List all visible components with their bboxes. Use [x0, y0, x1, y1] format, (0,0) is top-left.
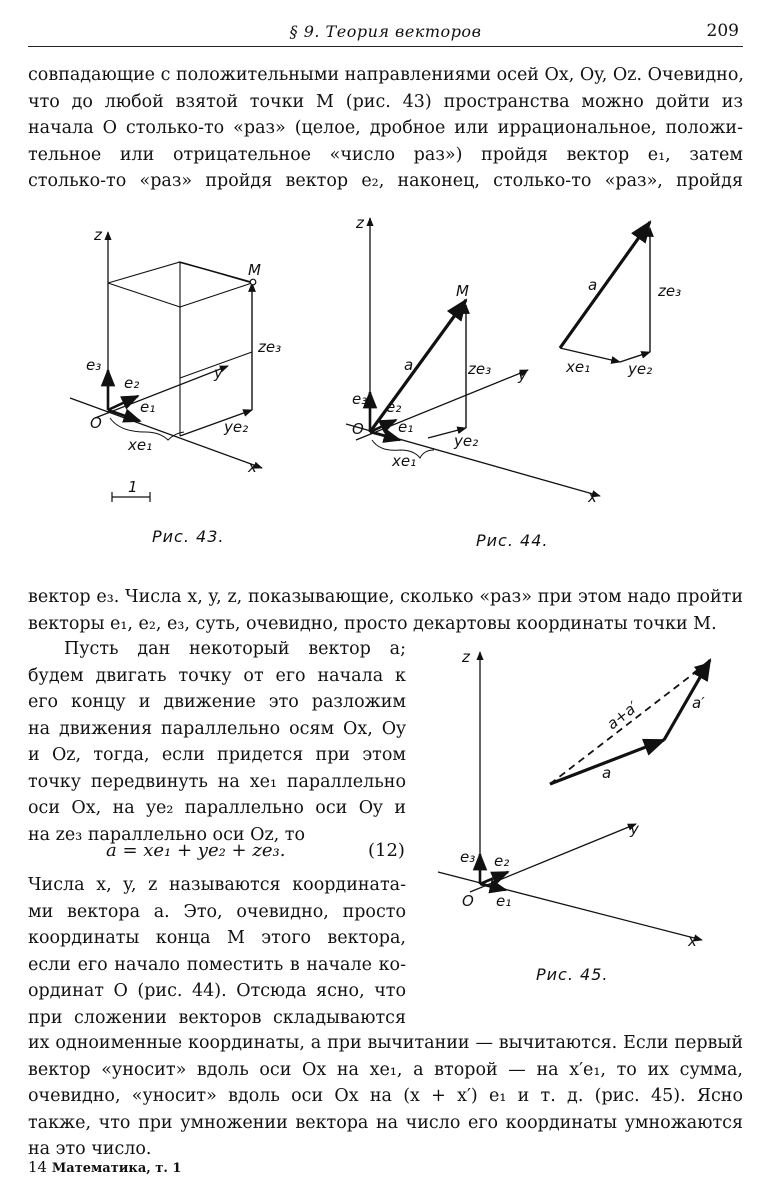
page-number: 209	[706, 21, 739, 41]
label-a: a	[602, 764, 612, 782]
label-x: x	[688, 932, 697, 950]
label-e1: e₁	[140, 398, 156, 416]
text-line: очевидно, «уносит» вдоль оси Ox на (x + x′) e₁ и т. д. (рис. 45). Ясно	[28, 1086, 743, 1106]
y-axis	[95, 366, 228, 418]
label-ye2: ye₂	[454, 432, 479, 450]
caption-fig-44: Рис. 44.	[476, 531, 549, 550]
page-footer	[28, 1158, 181, 1176]
paragraph-coordinates	[28, 584, 743, 637]
caption-fig-43: Рис. 43.	[152, 527, 225, 546]
label-xe1: xe₁	[392, 452, 417, 470]
label-side-ye2: ye₂	[628, 360, 653, 378]
text-line: оси Ox, на ye₂ параллельно оси Oy и	[28, 798, 406, 818]
e1-vector	[108, 410, 140, 421]
label-x: x	[248, 458, 257, 476]
paragraph-addition	[28, 1030, 743, 1163]
text-line: столько-то «раз» пройдя вектор e₂, наконец, столько-то «раз», пройдя	[28, 171, 743, 191]
running-head: § 9. Теория векторов	[289, 22, 482, 41]
label-O: O	[462, 892, 474, 910]
label-O: O	[90, 414, 102, 432]
text-line: если его начало поместить в начале ко-	[28, 954, 406, 975]
label-y: y	[214, 364, 223, 382]
text-line: координаты конца M этого вектора,	[28, 928, 406, 948]
text-line: также, что при умножении вектора на число его координаты умножаются	[28, 1112, 743, 1133]
figure-45	[420, 640, 740, 990]
label-ye2: ye₂	[224, 418, 249, 436]
text-line: что до любой взятой точки M (рис. 43) пространства можно дойти из	[28, 91, 743, 112]
label-M: M	[248, 261, 261, 279]
text-line: его концу и движение это разложим	[28, 692, 406, 712]
label-y: y	[518, 366, 527, 384]
label-unit: 1	[128, 478, 138, 496]
signature-number: 14	[28, 1158, 48, 1176]
text-line: точку передвинуть на xe₁ параллельно	[28, 771, 406, 792]
equation-number: (12)	[368, 840, 405, 861]
label-xe1: xe₁	[128, 436, 153, 454]
text-line: ми вектора a. Это, очевидно, просто	[28, 901, 406, 922]
e1-vector	[370, 432, 400, 440]
page-header	[28, 18, 743, 47]
label-y: y	[630, 820, 639, 838]
text-line: совпадающие с положительными направлениями осей Ox, Oy, Oz. Очевидно,	[28, 65, 744, 85]
text-line: Числа x, y, z называются координата-	[28, 875, 406, 895]
paragraph-coordinates-def	[28, 872, 406, 1031]
a-vector	[370, 300, 466, 432]
y-axis	[356, 370, 528, 440]
figures-43-44	[0, 200, 771, 560]
text-line: тельное или отрицательное «число раз») пройдя вектор e₁, затем	[28, 144, 743, 165]
label-e3: e₃	[86, 356, 102, 374]
label-e1: e₁	[496, 892, 512, 910]
figure-44-labels	[352, 214, 681, 506]
sum-vector	[550, 664, 706, 784]
text-line: на это число.	[28, 1139, 152, 1159]
text-line: ординат O (рис. 44). Отсюда ясно, что	[28, 981, 406, 1001]
text-line: вектор «уносит» вдоль оси Ox на xe₁, а второй — на x′e₁, то их сумма,	[28, 1059, 743, 1080]
label-M: M	[456, 282, 469, 300]
label-side-ze3: ze₃	[658, 282, 682, 300]
label-z: z	[462, 648, 470, 666]
side-a-vector	[560, 222, 650, 348]
text-line: их одноименные координаты, а при вычитании — вычитаются. Если первый	[28, 1033, 743, 1053]
box-edge	[108, 283, 180, 307]
label-z: z	[94, 226, 102, 244]
text-line: и Oz, тогда, если придется при этом	[28, 745, 406, 765]
text-line: на ze₃ параллельно оси Oz, то	[28, 824, 306, 845]
paragraph-intro	[28, 62, 743, 195]
text-line: начала O столько-то «раз» (целое, дробное или иррациональное, положи-	[28, 118, 743, 138]
equation-12: a = xe₁ + ye₂ + ze₃.	[106, 840, 286, 861]
label-a-prime: a′	[692, 694, 705, 712]
label-sum: a+a′	[603, 697, 642, 734]
text-line: при сложении векторов складываются	[28, 1007, 406, 1028]
caption-fig-45: Рис. 45.	[536, 965, 609, 984]
point-M	[250, 279, 256, 285]
text-line: векторы e₁, e₂, e₃, суть, очевидно, просто декартовы координаты точки M.	[28, 613, 717, 634]
label-e2: e₂	[386, 398, 402, 416]
label-e1: e₁	[398, 418, 414, 436]
label-side-xe1: xe₁	[566, 358, 591, 376]
signature-text: Математика, т. 1	[51, 1161, 182, 1176]
text-line: вектор e₃. Числа x, y, z, показывающие, сколько «раз» при этом надо пройти	[28, 587, 743, 607]
label-ze3: ze₃	[468, 360, 492, 378]
label-z: z	[356, 214, 364, 232]
text-line: Пусть дан некоторый вектор a;	[64, 639, 406, 659]
label-e3: e₃	[352, 390, 368, 408]
label-e3: e₃	[460, 848, 476, 866]
text-line: будем двигать точку от его начала к	[28, 665, 406, 686]
text-line: на движения параллельно осям Ox, Oy	[28, 718, 406, 739]
label-O: O	[352, 420, 364, 438]
label-x: x	[588, 488, 597, 506]
label-a: a	[404, 356, 414, 374]
x-axis	[438, 872, 702, 940]
paragraph-vector-decomposition	[28, 636, 406, 848]
label-e2: e₂	[124, 374, 140, 392]
label-side-a: a	[588, 276, 598, 294]
label-ze3: ze₃	[258, 338, 282, 356]
label-e2: e₂	[494, 852, 510, 870]
